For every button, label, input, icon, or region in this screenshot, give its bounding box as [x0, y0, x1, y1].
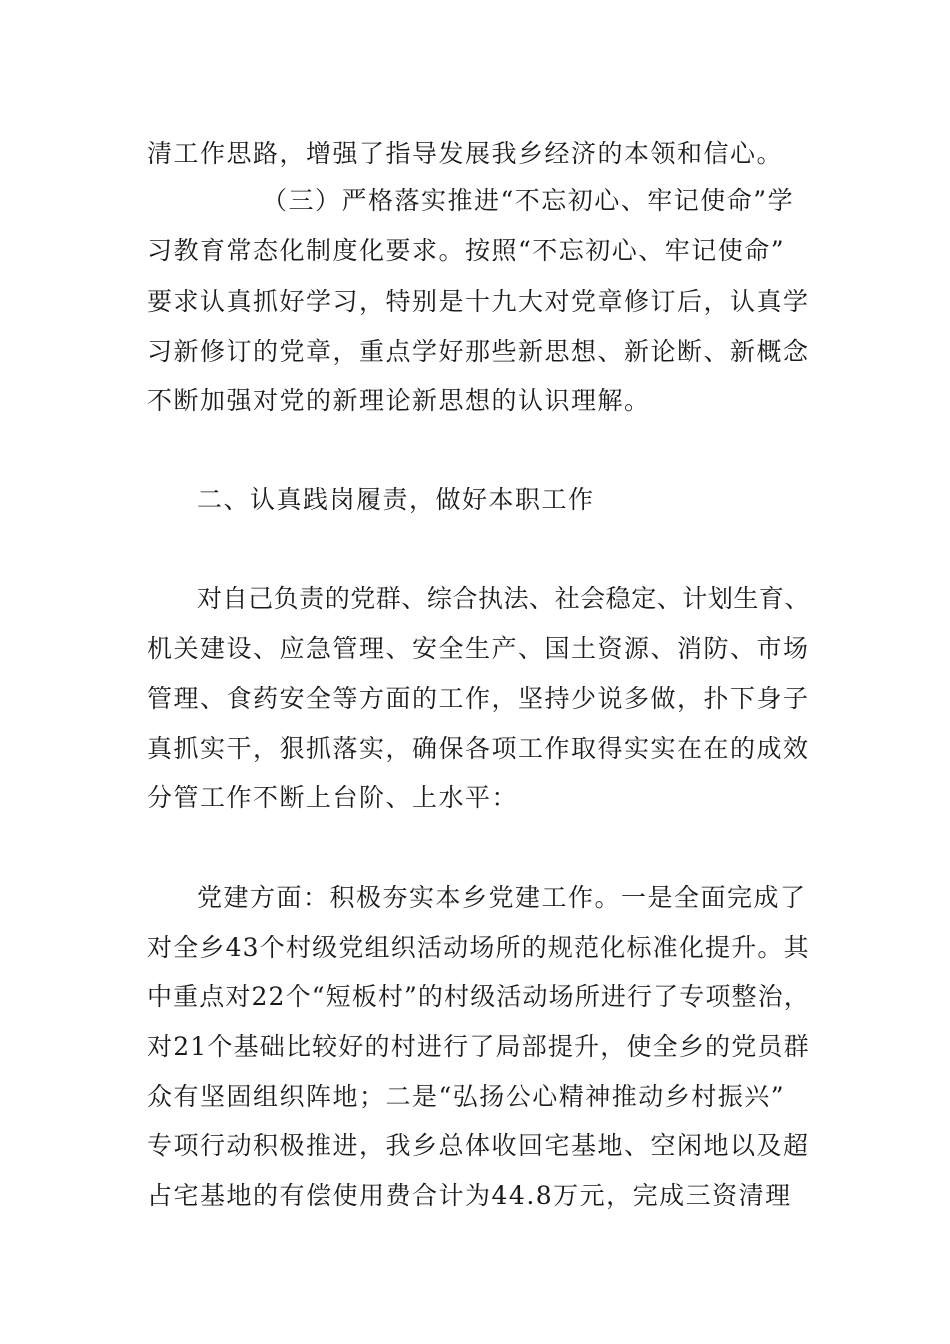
paragraph-line: 众有坚固组织阵地；二是“弘扬公心精神推动乡村振兴” — [147, 1082, 786, 1111]
subsection-heading-line: （三）严格落实推进“不忘初心、牢记使命”学 — [262, 186, 795, 215]
paragraph-line: 真抓实干，狠抓落实，确保各项工作取得实实在在的成效 — [147, 734, 810, 763]
paragraph-line: 占宅基地的有偿使用费合计为44.8万元，完成三资清理 — [147, 1181, 792, 1210]
paragraph-line: 习教育常态化制度化要求。按照“不忘初心、牢记使命” — [147, 236, 786, 265]
paragraph-line: 专项行动积极推进，我乡总体收回宅基地、空闲地以及超 — [147, 1131, 810, 1160]
paragraph-line: 中重点对22个“短板村”的村级活动场所进行了专项整治， — [147, 982, 810, 1011]
paragraph-line: 对全乡43个村级党组织活动场所的规范化标准化提升。其 — [147, 933, 810, 962]
paragraph-line: 清工作思路，增强了指导发展我乡经济的本领和信心。 — [147, 139, 784, 168]
paragraph-line: 对21个基础比较好的村进行了局部提升，使全乡的党员群 — [147, 1032, 810, 1061]
paragraph-line: 党建方面：积极夯实本乡党建工作。一是全面完成了 — [197, 883, 807, 912]
section-heading: 二、认真践岗履责，做好本职工作 — [197, 485, 595, 514]
paragraph-line: 机关建设、应急管理、安全生产、国土资源、消防、市场 — [147, 634, 810, 663]
paragraph-line: 对自己负责的党群、综合执法、社会稳定、计划生育、 — [197, 584, 811, 613]
paragraph-line: 管理、食药安全等方面的工作，坚持少说多做，扑下身子 — [147, 684, 810, 713]
paragraph-line: 分管工作不断上台阶、上水平： — [147, 783, 519, 812]
paragraph-line: 习新修订的党章，重点学好那些新思想、新论断、新概念 — [147, 337, 810, 366]
paragraph-line: 不断加强对党的新理论新思想的认识理解。 — [147, 386, 651, 415]
paragraph-line: 要求认真抓好学习，特别是十九大对党章修订后，认真学 — [147, 287, 810, 316]
